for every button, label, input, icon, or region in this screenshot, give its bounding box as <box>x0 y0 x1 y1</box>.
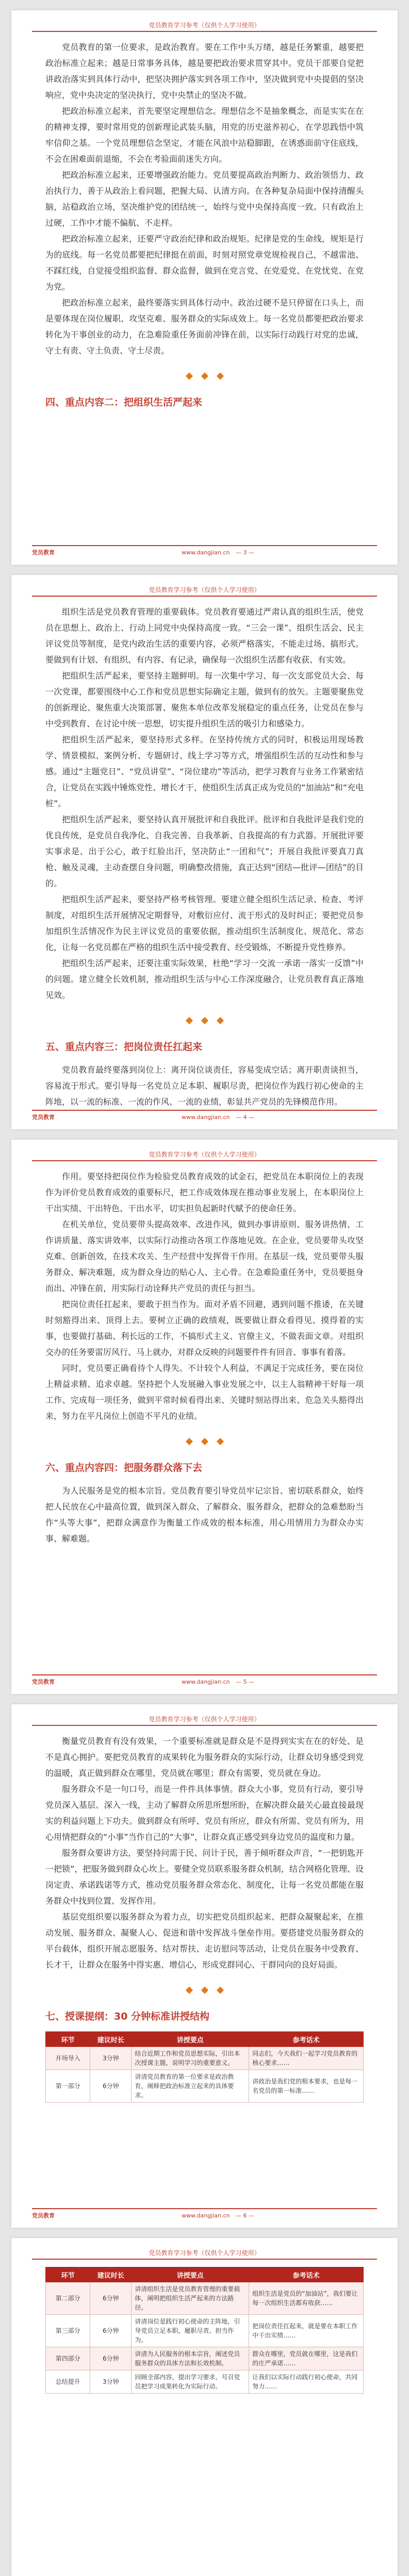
diamond-icon <box>216 372 223 380</box>
diamond-icon <box>216 1438 223 1445</box>
diamond-icon <box>216 1987 223 1994</box>
page-header: 党员教育学习参考（仅供个人学习使用） <box>32 2247 377 2260</box>
column-header: 建议时长 <box>90 2267 132 2282</box>
section-divider <box>45 1015 364 1026</box>
diamond-icon <box>201 1017 208 1024</box>
paragraph: 把政治标准立起来，最终要落实到具体行动中。政治过硬不是只停留在口头上，而是要体现在岗位履职、攻坚克难、服务群众的实际成效上。每一名党员都要把政治要求转化为干事创业的动力，在急难险重任务面前冲锋在前，以实际行动践行对党的忠诚，守土有责、守土负责、守土尽责。 <box>45 298 364 355</box>
footer-brand: 党员教育 <box>32 1679 55 1685</box>
paragraph: 把政治标准立起来，还要严守政治纪律和政治规矩。纪律是党的生命线，规矩是行为的底线。每一名党员都要把纪律挺在前面，时刻对照党章党规检视自己，不越雷池、不踩红线，自觉接受组织监督、群众监督，做到在党言党、在党爱党、在党忧党、在党为党。 <box>45 234 364 292</box>
table-row <box>46 2070 364 2103</box>
page-footer <box>32 1110 377 1124</box>
paragraph: 作用。要坚持把岗位作为检验党员教育成效的试金石，把党员在本职岗位上的表现作为评价党员教育成效的重要标尺，把工作成效体现在推动事业发展上，在本职岗位上干出实绩、干出特色、干出水平，切实担负起新时代赋予的使命任务。 <box>45 1172 364 1213</box>
page-footer <box>32 545 377 560</box>
table-cell: 6分钟 <box>90 2347 132 2370</box>
column-header: 建议时长 <box>90 2032 132 2047</box>
table-row <box>46 2282 364 2315</box>
table-cell: 回顾全部内容，提出学习要求，号召党员把学习成果转化为实际行动。 <box>132 2370 249 2394</box>
page-body <box>45 604 364 1110</box>
table-cell: 把岗位责任扛起来，就是要在本职工作中干出实绩…… <box>249 2315 364 2347</box>
page-header: 党员教育学习参考（仅供个人学习使用） <box>32 1149 377 1161</box>
section-heading: 六、重点内容四：把服务群众落下去 <box>45 1462 203 1473</box>
page-body <box>45 39 364 417</box>
paragraph: 组织生活是党员教育管理的重要载体。党员教育要通过严肃认真的组织生活，使党员在思想上、政治上、行动上同党中央保持高度一致。“三会一课”、组织生活会、民主评议党员等制度，是党内政治生活的重要内容，必须严格落实，不能走过场、搞形式。要做到有计划、有组织、有内容、有记录，确保每一次组织生活都有收获、有实效。 <box>45 607 364 665</box>
paragraph: 把政治标准立起来，还要增强政治能力。党员要提高政治判断力、政治领悟力、政治执行力，善于从政治上看问题，把握大局、认清方向。在各种复杂局面中保持清醒头脑，站稳政治立场，坚决维护党的团结统一，始终与党中央保持高度一致。只有政治上过硬，工作中才能不偏航、不走样。 <box>45 170 364 228</box>
paragraph: 服务群众要讲方法，要坚持问需于民、问计于民，善于倾听群众声音，“一把钥匙开一把锁”，把服务做到群众心坎上。要健全党员联系服务群众机制，结合网格化管理、设岗定责、承诺践诺等方式，推动党员服务群众常态化、制度化，让每一名党员都能在服务群众中找到位置、发挥作用。 <box>45 1848 364 1906</box>
paragraph: 党员教育最终要落到岗位上：离开岗位谈责任，容易变成空话；离开职责谈担当，容易流于形式。要引导每一名党员立足本职、履职尽责，把岗位作为践行初心使命的主阵地，以一流的标准、一流的作风、一流的业绩，彰显共产党员的先锋模范作用。 <box>45 1065 364 1107</box>
table-header-row <box>46 2032 364 2047</box>
table-cell: 总结提升 <box>46 2370 90 2394</box>
page-footer <box>32 1674 377 1689</box>
column-header: 参考话术 <box>249 2032 364 2047</box>
paragraph: 在机关单位，党员要带头提高效率、改进作风，做到办事讲原则、服务讲热情、工作讲质量、落实讲效率，以实际行动推动各项工作落地见效。在企业，党员要带头攻坚克难、创新创效，在技术攻关、生产经营中发挥骨干作用。在基层一线，党员要带头服务群众、解决难题，成为群众身边的贴心人、主心骨。在急难险重任务中，党员要挺身而出、冲锋在前，用实际行动诠释共产党员的责任与担当。 <box>45 1219 364 1293</box>
table-cell: 讲清党员教育的第一位要求是政治教育，阐释把政治标准立起来的具体要求。 <box>132 2070 249 2103</box>
table-cell: 6分钟 <box>90 2315 132 2347</box>
section-divider <box>45 1985 364 1995</box>
page-sheet-3 <box>11 1140 398 1694</box>
table-row <box>46 2370 364 2394</box>
page-sheet-4 <box>11 1704 398 2228</box>
table-cell: 6分钟 <box>90 2282 132 2315</box>
page-body <box>45 1733 364 2103</box>
paragraph: 把组织生活严起来，要坚持主题鲜明。每一次集中学习、每一次支部党员大会、每一次党课，都要围绕中心工作和党员思想实际确定主题，做到有的放矢。主题要聚焦党的创新理论、聚焦重大决策部署、聚焦本单位改革发展稳定的重点任务，让党员在参与中受到教育、在讨论中统一思想，切实提升组织生活的吸引力和感染力。 <box>45 671 364 728</box>
page-number: — 5 — <box>236 1679 254 1685</box>
section-divider <box>45 1436 364 1447</box>
diamond-icon <box>185 1987 192 1994</box>
column-header: 讲授要点 <box>132 2267 249 2282</box>
column-header: 环节 <box>46 2267 90 2282</box>
footer-brand: 党员教育 <box>32 1114 55 1121</box>
table-cell: 第三部分 <box>46 2315 90 2347</box>
table-cell: 第一部分 <box>46 2070 90 2103</box>
footer-website: www.dangjian.cn <box>182 1114 230 1121</box>
table-cell: 6分钟 <box>90 2070 132 2103</box>
table-cell: 群众在哪里，党员就在哪里，这是我们的庄严承诺…… <box>249 2347 364 2370</box>
page-number: — 3 — <box>236 549 254 556</box>
page-sheet-5 <box>11 2238 398 2576</box>
table-cell: 组织生活是党员的“加油站”，我们要让每一次组织生活都有收获…… <box>249 2282 364 2315</box>
table-cell: 3分钟 <box>90 2370 132 2394</box>
section-heading: 七、授课提纲：30 分钟标准讲授结构 <box>45 2011 210 2022</box>
section-divider <box>45 371 364 381</box>
paragraph: 基层党组织要以服务群众为着力点，切实把党员组织起来、把群众凝聚起来，在推动发展、服务群众、凝聚人心、促进和谐中发挥战斗堡垒作用。要搭建党员服务群众的平台载体，组织开展志愿服务、结对帮扶、走访慰问等活动，让党员在服务中受教育、长才干，让群众在服务中得实惠、增信心，形成党群同心、干群同向的良好局面。 <box>45 1912 364 1970</box>
diamond-icon <box>201 1987 208 1994</box>
diamond-icon <box>201 372 208 380</box>
diamond-icon <box>185 1017 192 1024</box>
section-heading: 五、重点内容三：把岗位责任扛起来 <box>45 1041 203 1053</box>
paragraph: 为人民服务是党的根本宗旨。党员教育要引导党员牢记宗旨、密切联系群众，始终把人民放在心中最高位置，做到深入群众、了解群众、服务群众，把群众的急难愁盼当作“头等大事”，把群众满意作为衡量工作成效的根本标准，用心用情用力为群众办实事、解难题。 <box>45 1486 364 1544</box>
table-cell: 讲清组织生活是党员教育管理的重要载体，阐明把组织生活严起来的方法路径。 <box>132 2282 249 2315</box>
table-cell: 第二部分 <box>46 2282 90 2315</box>
table-cell: 3分钟 <box>90 2047 132 2070</box>
table-cell: 第四部分 <box>46 2347 90 2370</box>
footer-brand: 党员教育 <box>32 2212 55 2219</box>
table-cell: 同志们，今天我们一起学习党员教育的核心要求…… <box>249 2047 364 2070</box>
footer-website: www.dangjian.cn <box>182 2212 230 2219</box>
paragraph: 同时，党员要正确看待个人得失。不计较个人利益，不满足于完成任务，要在岗位上精益求精、追求卓越。坚持把个人发展融入事业发展之中，以主人翁精神干好每一项工作、完成每一项任务，做到平常时候看得出来、关键时刻站得出来、危急关头豁得出来，努力在平凡岗位上创造不平凡的业绩。 <box>45 1363 364 1421</box>
page-header: 党员教育学习参考（仅供个人学习使用） <box>32 20 377 32</box>
lesson-plan-table <box>45 2031 364 2103</box>
table-cell: 讲清岗位是践行初心使命的主阵地，引导党员立足本职、履职尽责、担当作为。 <box>132 2315 249 2347</box>
table-cell: 讲清为人民服务的根本宗旨，阐述党员服务群众的具体方法和长效机制。 <box>132 2347 249 2370</box>
table-cell: 结合近期工作和党员思想实际，引出本次授课主题，说明学习的重要意义。 <box>132 2047 249 2070</box>
page-number: — 6 — <box>236 2212 254 2219</box>
paragraph: 党员教育的第一位要求，是政治教育。要在工作中头万绪，越是任务繁重，越要把政治标准立起来；越是日常事务具体，越是要把政治要求贯穿其中。党员干部要自觉把讲政治落实到具体行动中，把坚决拥护落实到各项工作中，坚决做到党中央提倡的坚决响应，党中央决定的坚决执行，党中央禁止的坚决不做。 <box>45 42 364 100</box>
page-header: 党员教育学习参考（仅供个人学习使用） <box>32 584 377 597</box>
page-sheet-2 <box>11 575 398 1129</box>
diamond-icon <box>216 1017 223 1024</box>
table-cell: 开场导入 <box>46 2047 90 2070</box>
column-header: 讲授要点 <box>132 2032 249 2047</box>
table-cell: 让我们以实际行动践行初心使命，共同努力…… <box>249 2370 364 2394</box>
page-sheet-1 <box>11 10 398 565</box>
table-row <box>46 2047 364 2070</box>
diamond-icon <box>201 1438 208 1445</box>
footer-website: www.dangjian.cn <box>182 549 230 556</box>
section-heading: 四、重点内容二：把组织生活严起来 <box>45 397 203 408</box>
paragraph: 把组织生活严起来，要坚持形式多样。在坚持传统方式的同时，积极运用现场教学、情景模拟、案例分析、专题研讨、线上学习等方式，增强组织生活的互动性和参与感。通过“主题党日”、“党员讲堂”、“岗位建功”等活动，把学习教育与业务工作紧密结合，让党员在实践中锤炼党性、增长才干，使组织生活真正成为党员的“加油站”和“充电桩”。 <box>45 735 364 808</box>
lesson-plan-table <box>45 2267 364 2394</box>
diamond-icon <box>185 1438 192 1445</box>
table-row <box>46 2315 364 2347</box>
footer-brand: 党员教育 <box>32 549 55 556</box>
paragraph: 把组织生活严起来，还要注重实际效果，杜绝“学习一交流一承诺一落实一反馈”中的问题。建立健全长效机制，推动组织生活与中心工作深度融合，让党员教育真正落地见效。 <box>45 958 364 1000</box>
diamond-icon <box>185 372 192 380</box>
page-header: 党员教育学习参考（仅供个人学习使用） <box>32 1714 377 1726</box>
page-body <box>45 1168 364 1547</box>
paragraph: 把政治标准立起来，首先要坚定理想信念。理想信念不是抽象概念，而是实实在在的精神支撑，要时常用党的创新理论武装头脑，用党的历史滋养初心，在学思践悟中筑牢信仰之基。一个党员理想信念坚定，才能在风浪中站稳脚跟，在诱惑面前守住底线，不会在困难面前退缩，不会在考验面前迷失方向。 <box>45 106 364 164</box>
paragraph: 把组织生活严起来，要坚持严格考核管理。要建立健全组织生活记录、检查、考评制度，对组织生活开展情况定期督导，对敷衍应付、流于形式的及时纠正；要把党员参加组织生活情况作为民主评议党员的重要依据，推动组织生活制度化、规范化、常态化，让每一名党员都在严格的组织生活中接受教育、经受锻炼，不断提升党性修养。 <box>45 894 364 952</box>
column-header: 参考话术 <box>249 2267 364 2282</box>
table-header-row <box>46 2267 364 2282</box>
page-footer <box>32 2208 377 2223</box>
paragraph: 衡量党员教育有没有效果，一个重要标准就是群众是不是得到实实在在的好处、是不是真心拥护。要把党员教育的成果转化为服务群众的实际行动，让群众切身感受到党的温暖，真正做到群众在哪里，党员就在哪里；群众有需要，党员就在身边。 <box>45 1736 364 1778</box>
paragraph: 把岗位责任扛起来，要敢于担当作为。面对矛盾不回避，遇到问题不推诿，在关键时刻豁得出来、顶得上去。要树立正确的政绩观，既要做让群众看得见、摸得着的实事，也要做打基础、利长远的工作，不搞形式主义、官僚主义，不做表面文章。对组织交办的任务要雷厉风行、马上就办，对群众反映的问题要件件有回音、事事有着落。 <box>45 1299 364 1357</box>
page-body <box>45 2267 364 2394</box>
table-row <box>46 2347 364 2370</box>
table-cell: 讲政治是我们党的根本要求，也是每一名党员的第一标准…… <box>249 2070 364 2103</box>
column-header: 环节 <box>46 2032 90 2047</box>
paragraph: 服务群众不是一句口号，而是一件件具体事情。群众大小事，党员有行动，要引导党员深入基层、深入一线，主动了解群众所思所想所盼，在解决群众最关心最直接最现实的利益问题上下功夫。做到群众有所呼、党员有所应，群众有所需、党员有所为，用心用情把群众的“小事”当作自己的“大事”，让群众真正感受到身边党员的温度和力量。 <box>45 1784 364 1842</box>
paragraph: 把组织生活严起来，要坚持认真开展批评和自我批评。批评和自我批评是我们党的优良传统，是党员自我净化、自我完善、自我革新、自我提高的有力武器。开展批评要实事求是、出于公心，敢于红脸出汗，坚决防止“一团和气”；开展自我批评要真刀真枪、触及灵魂，主动查摆自身问题，明确整改措施，真正达到“团结—批评—团结”的目的。 <box>45 815 364 888</box>
page-number: — 4 — <box>236 1114 254 1121</box>
footer-website: www.dangjian.cn <box>182 1679 230 1685</box>
